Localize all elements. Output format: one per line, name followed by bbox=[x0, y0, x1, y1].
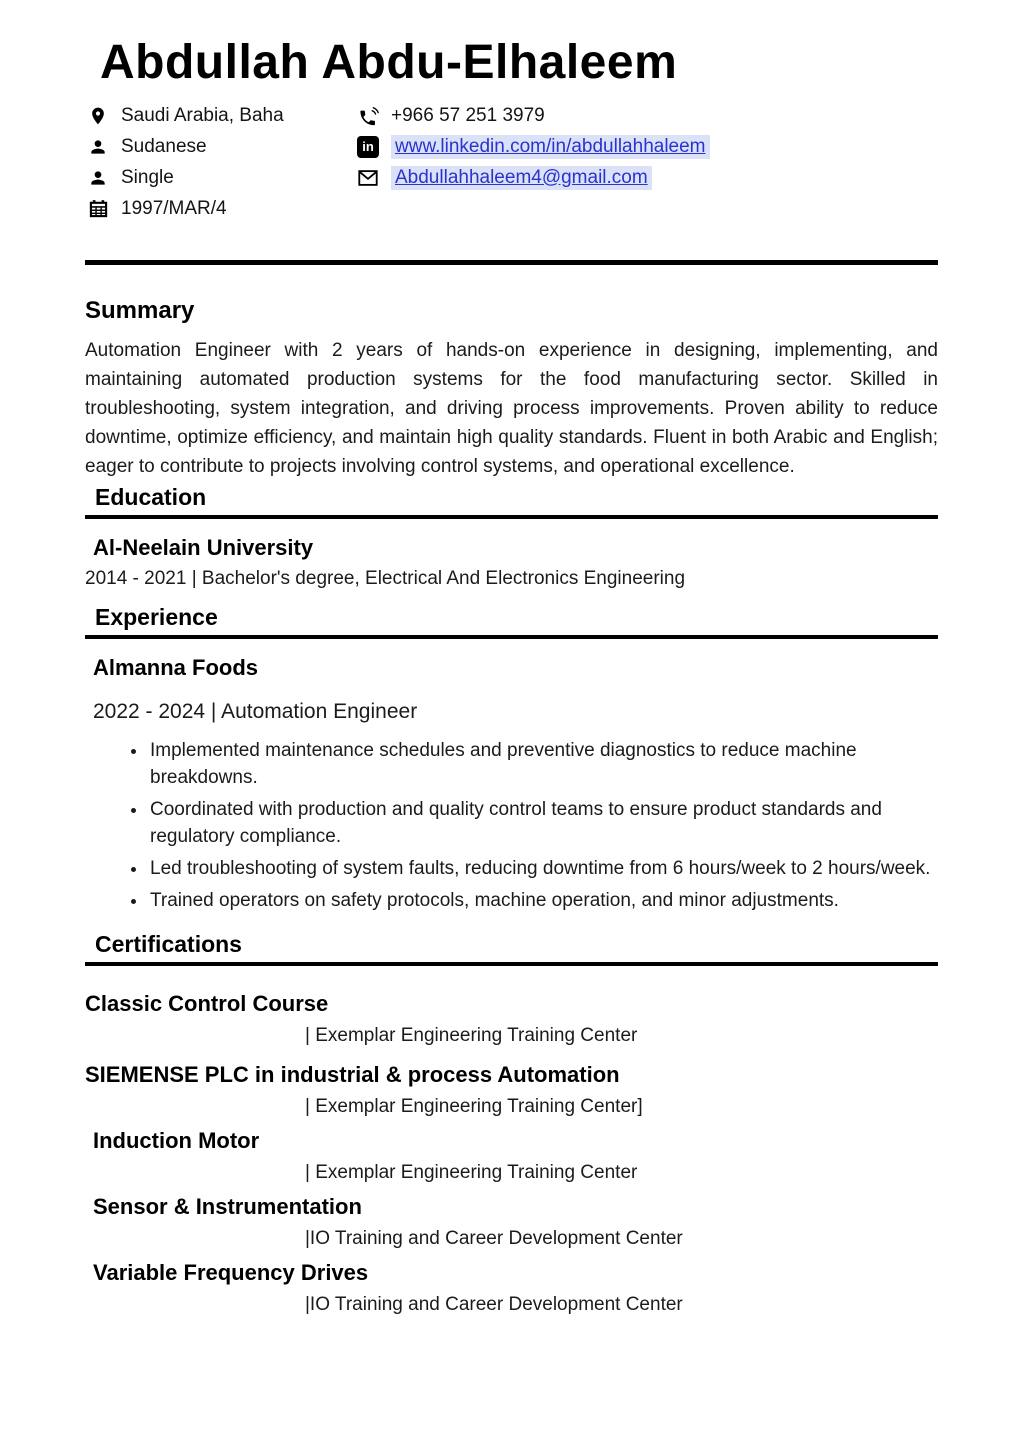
resume-document bbox=[0, 36, 1024, 1317]
header bbox=[85, 36, 938, 224]
certification-provider: |IO Training and Career Development Center bbox=[305, 1228, 683, 1249]
experience-rule bbox=[85, 635, 938, 639]
certification-provider: | Exemplar Engineering Training Center bbox=[305, 1025, 638, 1046]
bullet-item: • Led troubleshooting of system faults, reducing downtime from 6 hours/week to 2 hours/week. bbox=[148, 855, 938, 882]
contact-linkedin bbox=[355, 131, 938, 162]
location-pin-icon bbox=[85, 106, 111, 126]
experience-bullet-list bbox=[85, 737, 938, 914]
contact-column-left bbox=[85, 100, 355, 224]
contact-birthdate-text: 1997/MAR/4 bbox=[121, 197, 227, 219]
certification-item bbox=[85, 1193, 938, 1251]
linkedin-link[interactable]: www.linkedin.com/in/abdullahhaleem bbox=[391, 135, 710, 159]
certification-title: Sensor & Instrumentation bbox=[93, 1194, 362, 1219]
phone-icon bbox=[355, 105, 381, 126]
email-icon bbox=[355, 167, 381, 189]
contact-nationality bbox=[85, 131, 355, 162]
contact-email bbox=[355, 162, 938, 193]
linkedin-icon: in bbox=[355, 136, 381, 158]
certification-title: Variable Frequency Drives bbox=[93, 1260, 369, 1285]
contact-column-right bbox=[355, 100, 938, 224]
certification-provider: | Exemplar Engineering Training Center bbox=[305, 1162, 638, 1183]
certification-title: Induction Motor bbox=[93, 1128, 260, 1153]
person-icon bbox=[85, 137, 111, 157]
section-experience bbox=[85, 603, 938, 914]
contact-marital-status bbox=[85, 162, 355, 193]
contact-nationality-text: Sudanese bbox=[121, 135, 207, 157]
certification-item bbox=[85, 990, 938, 1048]
email-link[interactable]: Abdullahhaleem4@gmail.com bbox=[391, 166, 652, 190]
education-heading: Education bbox=[95, 484, 207, 510]
section-summary bbox=[85, 296, 938, 481]
experience-period-role: 2022 - 2024 | Automation Engineer bbox=[93, 700, 418, 723]
section-certifications bbox=[85, 930, 938, 1317]
certification-title: Classic Control Course bbox=[85, 991, 329, 1016]
contact-phone-text: +966 57 251 3979 bbox=[391, 104, 545, 126]
contact-location bbox=[85, 100, 355, 131]
header-divider-rule bbox=[85, 260, 938, 265]
summary-heading: Summary bbox=[85, 297, 195, 324]
calendar-icon bbox=[85, 198, 111, 219]
bullet-item: • Coordinated with production and quality control teams to ensure product standards and regulatory compliance. bbox=[148, 796, 938, 850]
experience-heading: Experience bbox=[95, 604, 218, 630]
education-rule bbox=[85, 515, 938, 519]
section-education bbox=[85, 483, 938, 591]
bullet-item: • Implemented maintenance schedules and preventive diagnostics to reduce machine breakdowns. bbox=[148, 737, 938, 791]
certifications-heading: Certifications bbox=[95, 931, 242, 957]
education-details: 2014 - 2021 | Bachelor's degree, Electrical And Electronics Engineering bbox=[85, 568, 686, 589]
page-title: Abdullah Abdu-Elhaleem bbox=[100, 36, 678, 89]
certification-item bbox=[85, 1127, 938, 1185]
contact-marital-status-text: Single bbox=[121, 166, 174, 188]
bullet-item: • Trained operators on safety protocols, machine operation, and minor adjustments. bbox=[148, 887, 938, 914]
certification-provider: |IO Training and Career Development Center bbox=[305, 1294, 683, 1315]
contact-info bbox=[85, 100, 938, 224]
person-icon bbox=[85, 168, 111, 188]
contact-phone bbox=[355, 100, 938, 131]
certification-title: SIEMENSE PLC in industrial & process Automation bbox=[85, 1062, 620, 1087]
education-school: Al-Neelain University bbox=[93, 535, 314, 560]
certification-item bbox=[85, 1259, 938, 1317]
certification-provider: | Exemplar Engineering Training Center] bbox=[305, 1096, 643, 1117]
experience-company: Almanna Foods bbox=[93, 655, 259, 680]
certification-item bbox=[85, 1061, 938, 1119]
certifications-rule bbox=[85, 962, 938, 966]
contact-birthdate bbox=[85, 193, 355, 224]
summary-text: Automation Engineer with 2 years of hands-on experience in designing, implementing, and maintaining automated production systems for the food manufacturing sector. Skilled in troubleshooting, system integration, and driving process improvements. Proven ability to reduce downtime, optimize efficiency, and maintain high quality standards. Fluent in both Arabic and English; eager to contribute to projects involving control systems, and operational excellence. bbox=[85, 340, 938, 477]
contact-location-text: Saudi Arabia, Baha bbox=[121, 104, 284, 126]
